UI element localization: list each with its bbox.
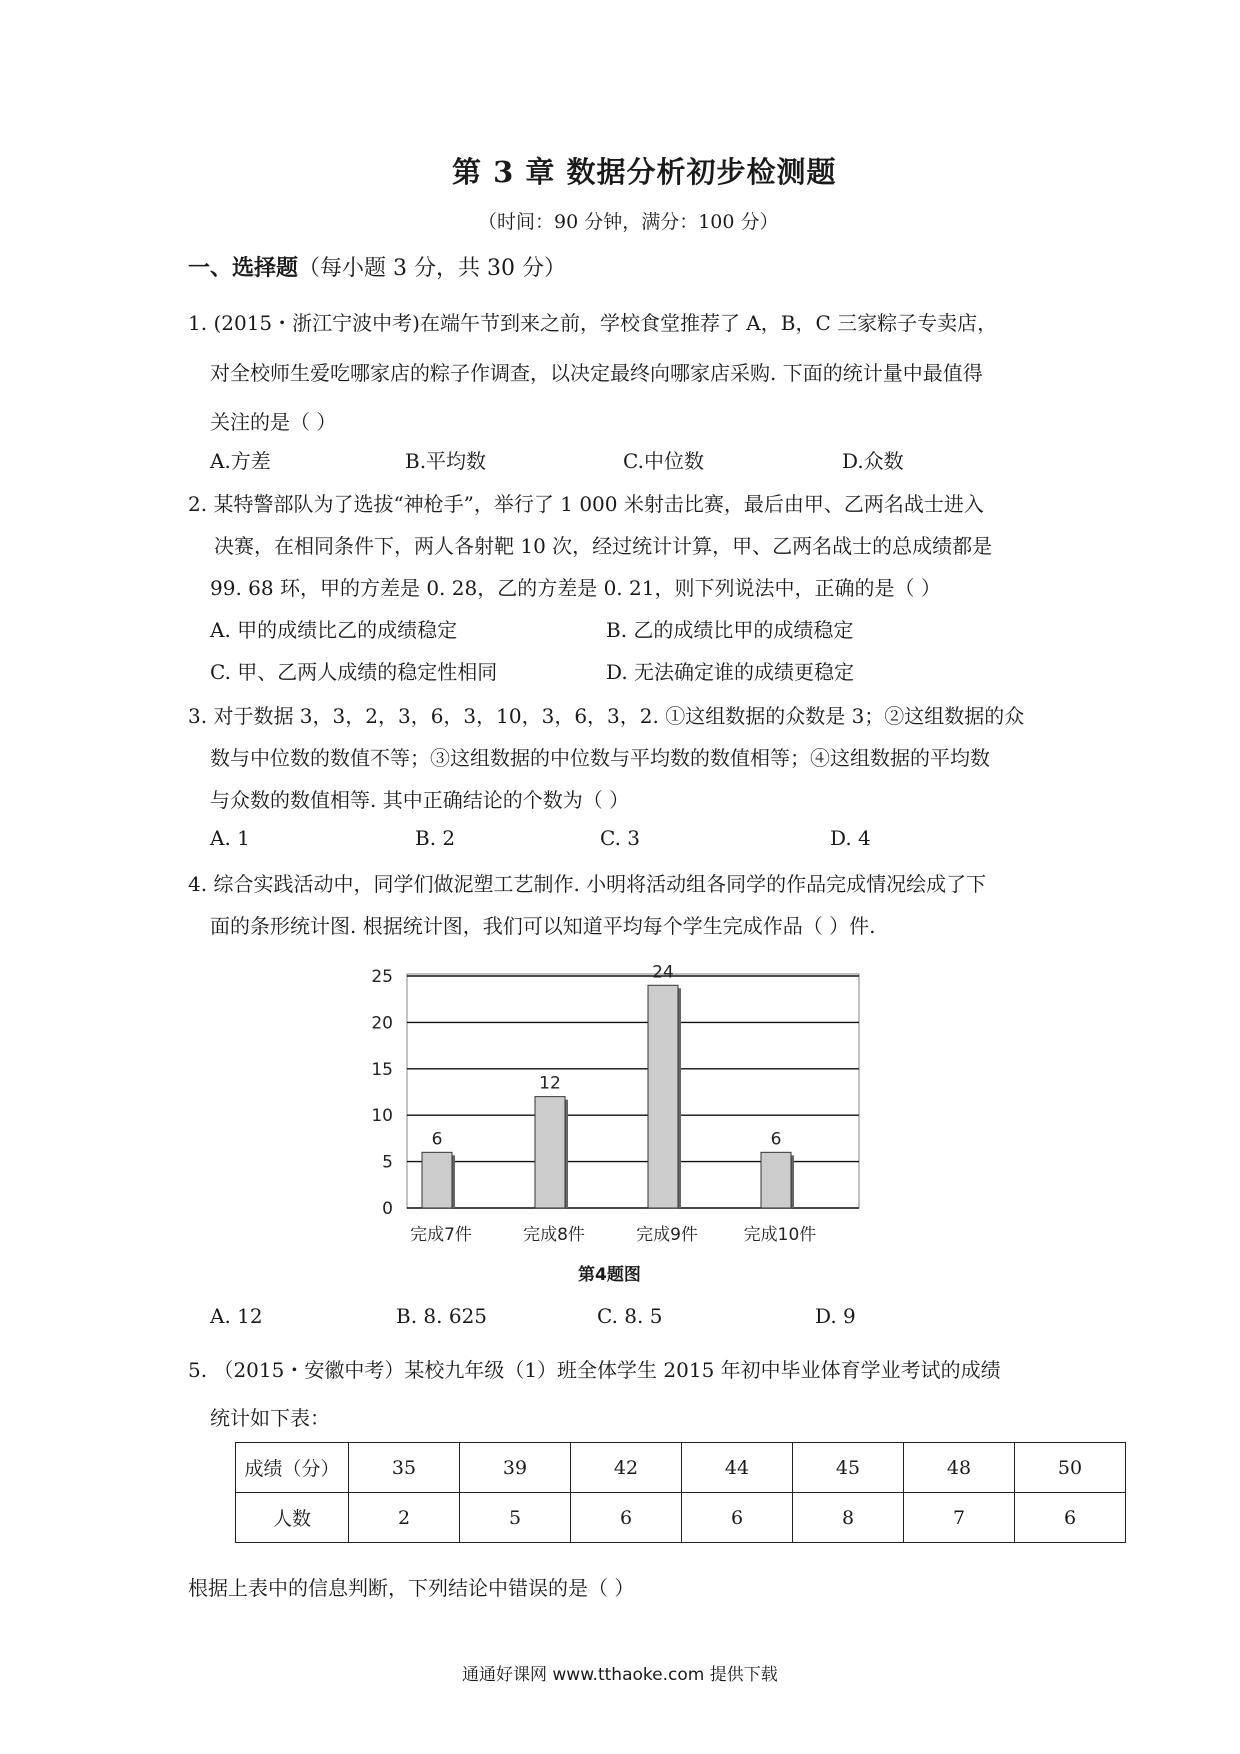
data-label: 6 xyxy=(770,1129,782,1150)
page-subtitle: （时间：90 分钟，满分：100 分） xyxy=(478,211,779,233)
data-label: 12 xyxy=(539,1073,561,1094)
q1-line-3: 关注的是（ ） xyxy=(210,410,337,434)
bar-chart xyxy=(360,950,880,1270)
q2-line-1: 2. 某特警部队为了选拔“神枪手”，举行了 1 000 米射击比赛，最后由甲、乙两名战士进入 xyxy=(188,492,984,516)
q4-line-1: 4. 综合实践活动中，同学们做泥塑工艺制作. 小明将活动组各同学的作品完成情况绘成了下 xyxy=(188,872,987,896)
page-title: 第 3 章 数据分析初步检测题 xyxy=(452,155,837,189)
q2-option-c: C. 甲、乙两人成绩的稳定性相同 xyxy=(210,660,498,684)
table-cell: 6 xyxy=(571,1493,682,1543)
y-tick-label: 10 xyxy=(371,1106,393,1127)
table-cell: 7 xyxy=(904,1493,1015,1543)
q1-line-2: 对全校师生爱吃哪家店的粽子作调查，以决定最终向哪家店采购. 下面的统计量中最值得 xyxy=(210,361,983,385)
q4-option-b: B. 8. 625 xyxy=(396,1304,488,1328)
q2-line-2: 决赛，在相同条件下，两人各射靶 10 次，经过统计计算，甲、乙两名战士的总成绩都是 xyxy=(214,534,993,558)
q1-option-a: A.方差 xyxy=(210,449,271,473)
q1-line-1: 1. (2015・浙江宁波中考)在端午节到来之前，学校食堂推荐了 A，B，C 三家粽子专卖店， xyxy=(188,311,998,335)
q5-after-table: 根据上表中的信息判断，下列结论中错误的是（ ） xyxy=(188,1576,635,1600)
q2-option-a: A. 甲的成绩比乙的成绩稳定 xyxy=(210,618,458,642)
q2-option-d: D. 无法确定谁的成绩更稳定 xyxy=(606,660,855,684)
q4-option-d: D. 9 xyxy=(815,1304,856,1328)
chart-bars xyxy=(422,985,794,1208)
bar xyxy=(535,1097,565,1208)
q2-line-3: 99. 68 环，甲的方差是 0. 28，乙的方差是 0. 21，则下列说法中，正确的是（ ） xyxy=(210,576,941,600)
x-tick-label: 完成9件 xyxy=(636,1225,698,1245)
q3-line-3: 与众数的数值相等. 其中正确结论的个数为（ ） xyxy=(210,788,630,812)
q4-line-2: 面的条形统计图. 根据统计图，我们可以知道平均每个学生完成作品（ ）件. xyxy=(210,914,876,938)
table-cell: 8 xyxy=(793,1493,904,1543)
y-tick-label: 25 xyxy=(371,967,393,987)
section-label: 一、选择题 xyxy=(188,255,299,281)
q3-option-c: C. 3 xyxy=(600,826,641,850)
y-tick-label: 15 xyxy=(371,1059,393,1080)
x-tick-label: 完成10件 xyxy=(743,1225,817,1245)
chart-caption: 第4题图 xyxy=(578,1265,641,1285)
table-cell: 39 xyxy=(460,1443,571,1493)
q1-option-c: C.中位数 xyxy=(623,449,704,473)
q3-line-1: 3. 对于数据 3，3，2，3，6，3，10，3，6，3，2. ①这组数据的众数是 3；②这组数据的众 xyxy=(188,704,1025,728)
table-row xyxy=(236,1493,1126,1543)
x-tick-label: 完成8件 xyxy=(523,1225,585,1245)
table-cell: 5 xyxy=(460,1493,571,1543)
page-footer: 通通好课网 www.tthaoke.com 提供下载 xyxy=(462,1665,778,1685)
table-cell: 42 xyxy=(571,1443,682,1493)
table-cell: 44 xyxy=(682,1443,793,1493)
table-row-header: 成绩（分） xyxy=(236,1443,349,1493)
x-tick-label: 完成7件 xyxy=(410,1225,472,1245)
y-tick-label: 5 xyxy=(382,1152,393,1173)
table-row-header: 人数 xyxy=(236,1493,349,1543)
y-tick-label: 20 xyxy=(371,1013,393,1034)
q5-line-2: 统计如下表： xyxy=(210,1406,330,1430)
table-cell: 2 xyxy=(349,1493,460,1543)
q3-option-d: D. 4 xyxy=(830,826,871,850)
scores-table xyxy=(235,1442,1126,1543)
q1-option-d: D.众数 xyxy=(842,449,904,473)
bar xyxy=(648,985,678,1208)
q2-option-b: B. 乙的成绩比甲的成绩稳定 xyxy=(606,618,854,642)
table-cell: 45 xyxy=(793,1443,904,1493)
data-label: 24 xyxy=(652,962,674,983)
q4-option-a: A. 12 xyxy=(210,1304,263,1328)
q3-option-a: A. 1 xyxy=(210,826,250,850)
bar xyxy=(761,1152,791,1208)
table-cell: 6 xyxy=(1015,1493,1126,1543)
q3-option-b: B. 2 xyxy=(415,826,456,850)
data-label: 6 xyxy=(431,1129,443,1150)
q5-line-1: 5. （2015・安徽中考）某校九年级（1）班全体学生 2015 年初中毕业体育学业考试的成绩 xyxy=(188,1358,1001,1382)
section-note: （每小题 3 分，共 30 分） xyxy=(298,256,566,281)
table-row xyxy=(236,1443,1126,1493)
y-tick-label: 0 xyxy=(382,1199,393,1219)
table-cell: 48 xyxy=(904,1443,1015,1493)
bar xyxy=(422,1152,452,1208)
q1-option-b: B.平均数 xyxy=(405,449,487,473)
q4-option-c: C. 8. 5 xyxy=(597,1304,663,1328)
table-cell: 50 xyxy=(1015,1443,1126,1493)
q3-line-2: 数与中位数的数值不等；③这组数据的中位数与平均数的数值相等；④这组数据的平均数 xyxy=(210,746,990,770)
table-cell: 6 xyxy=(682,1493,793,1543)
section-heading xyxy=(188,251,566,282)
table-cell: 35 xyxy=(349,1443,460,1493)
